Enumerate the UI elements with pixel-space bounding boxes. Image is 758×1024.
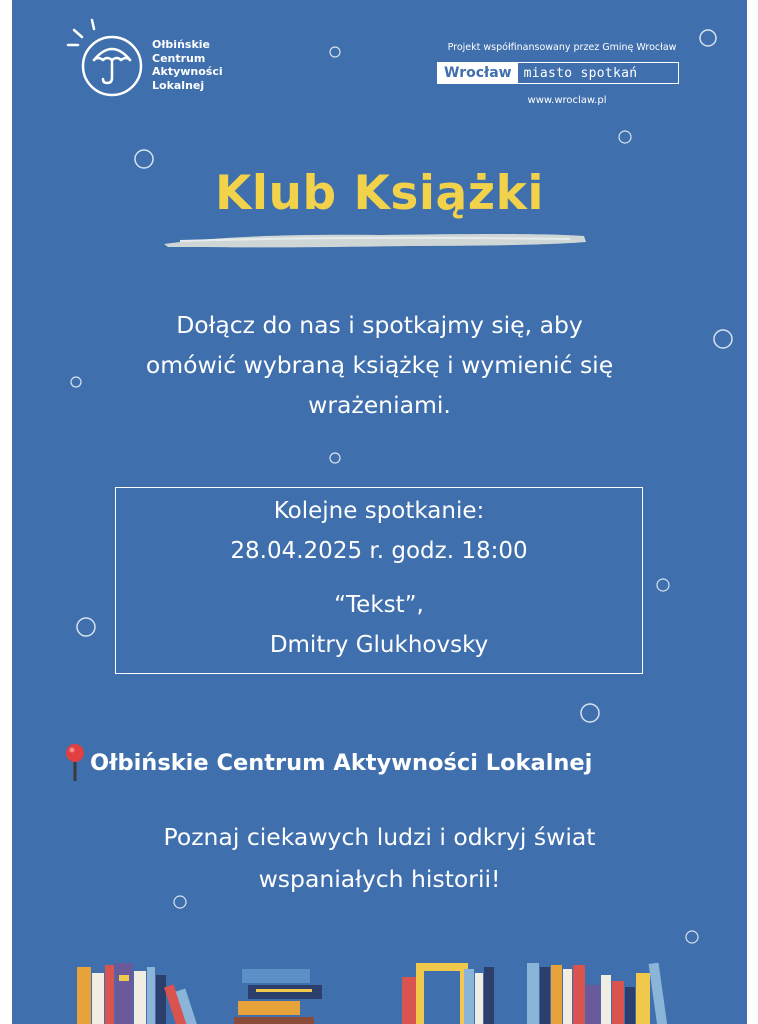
meeting-label: Kolejne spotkanie: xyxy=(273,498,485,524)
logo-line: Lokalnej xyxy=(152,78,205,92)
outro-text xyxy=(62,816,697,900)
logo-text xyxy=(152,38,223,92)
wroclaw-brand xyxy=(437,62,679,84)
cofunding-note: Projekt współfinansowany przez Gminę Wrocław xyxy=(447,42,677,53)
map-pin-icon xyxy=(63,741,87,785)
logo-line: Aktywności xyxy=(152,65,223,78)
bubble-icon xyxy=(581,704,599,722)
bubble-icon xyxy=(657,579,669,591)
bubble-icon xyxy=(330,47,340,57)
outro-line: wspaniałych historii! xyxy=(258,865,501,893)
poster xyxy=(12,0,747,1024)
bubble-icon xyxy=(330,453,340,463)
bubble-icon xyxy=(700,30,716,46)
bubble-icon xyxy=(714,330,732,348)
logo-line: Ołbińskie xyxy=(152,38,211,51)
outro-line: Poznaj ciekawych ludzi i odkryj świat xyxy=(163,823,596,851)
venue-name: Ołbińskie Centrum Aktywności Lokalnej xyxy=(90,750,593,776)
wroclaw-slogan: miasto spotkań xyxy=(523,65,638,81)
bubble-icon xyxy=(686,931,698,943)
meeting-book-title: “Tekst”, xyxy=(334,592,424,618)
bubble-icon xyxy=(619,131,631,143)
meeting-book-author: Dmitry Glukhovsky xyxy=(269,632,489,658)
meeting-info-box xyxy=(115,487,643,674)
bubble-icon xyxy=(77,618,95,636)
meeting-datetime: 28.04.2025 r. godz. 18:00 xyxy=(230,538,528,564)
intro-line: omówić wybraną książkę i wymienić się xyxy=(145,351,614,379)
intro-text xyxy=(62,305,697,425)
wroclaw-city-label: Wrocław xyxy=(438,63,518,83)
page-title: Klub Książki xyxy=(215,166,544,221)
intro-line: Dołącz do nas i spotkajmy się, aby xyxy=(176,311,583,339)
book-stack-icon xyxy=(12,955,747,1024)
umbrella-sun-logo-icon xyxy=(64,16,148,100)
brush-underline xyxy=(160,228,590,254)
intro-line: wrażeniami. xyxy=(308,391,451,419)
wroclaw-url[interactable]: www.wroclaw.pl xyxy=(527,95,607,106)
logo-line: Centrum xyxy=(152,51,206,65)
